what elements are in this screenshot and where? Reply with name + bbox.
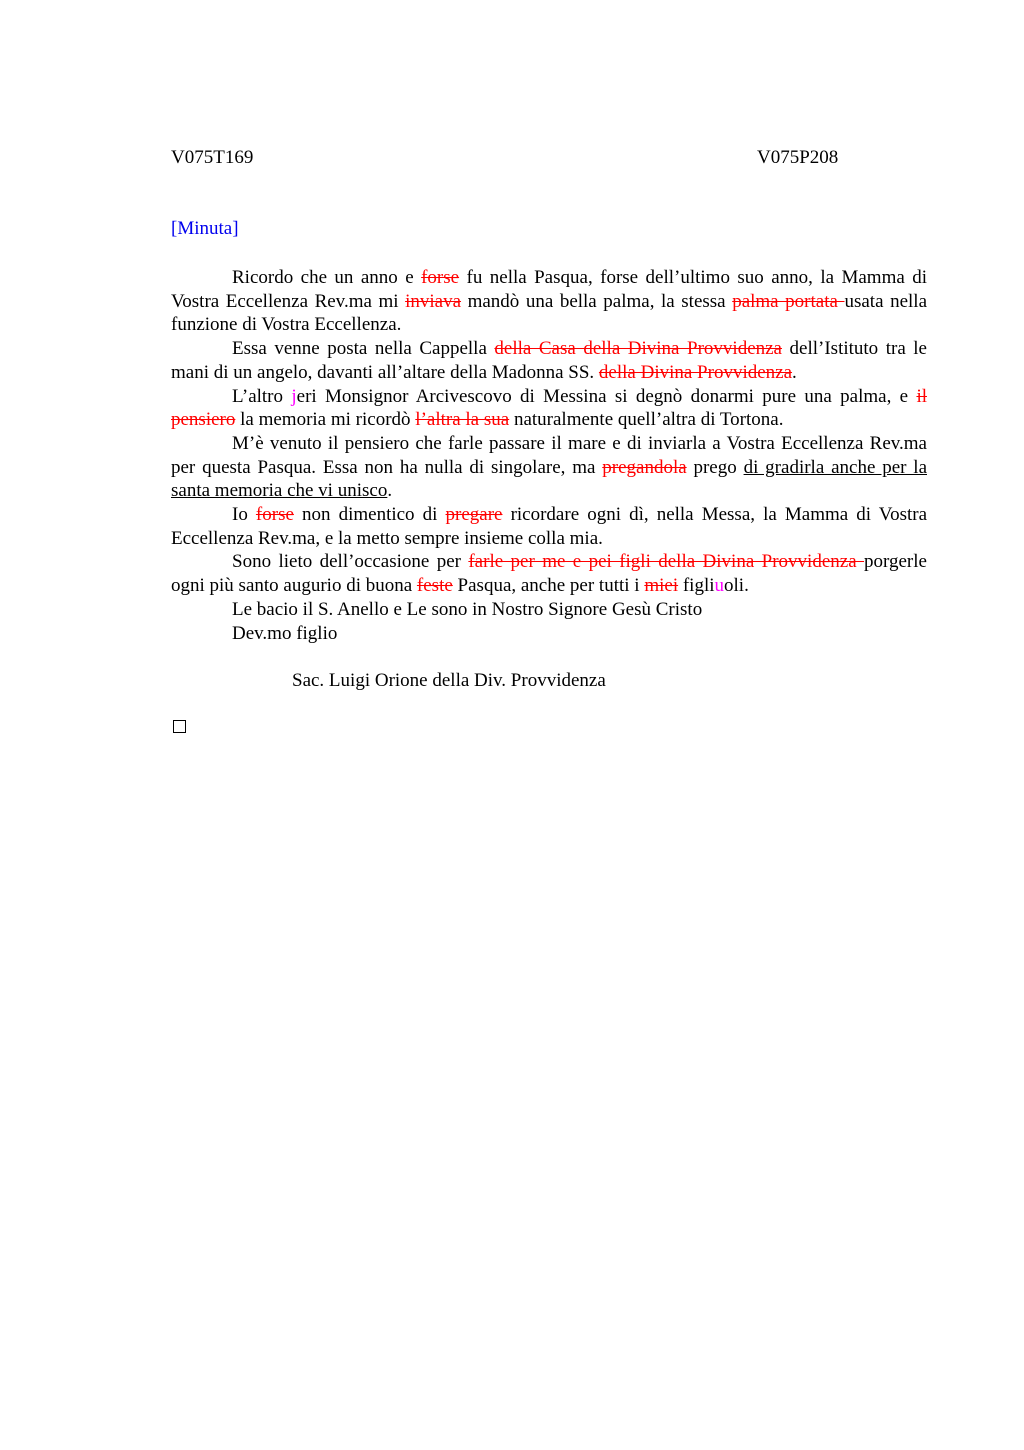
text-run: Ricordo che un anno e (232, 267, 422, 288)
text-run: Sono lieto dell’occasione per (232, 551, 469, 573)
deleted-text: pregare (445, 504, 503, 526)
text-run: fu nella Pasqua, forse dell’ultimo suo anno, la Mamma di Vostra Eccellenza Rev.ma mi (171, 267, 927, 312)
inserted-text: u (714, 575, 725, 597)
underlined-text: di gradirla anche per la santa memoria che vi unisco (171, 456, 927, 502)
text-run: L’altro (232, 385, 292, 407)
paragraph-1 (171, 266, 927, 337)
deleted-text: l’altra la sua (415, 409, 510, 431)
text-run: naturalmente quell’altra di Tortona. (509, 409, 784, 431)
deleted-text: inviava (405, 290, 462, 312)
deleted-text: forse (255, 504, 294, 526)
text-run: eri Monsignor Arcivescovo di Messina si degnò donarmi pure una palma, e (296, 385, 917, 407)
deleted-text: miei (644, 575, 679, 597)
letter-body (171, 266, 927, 645)
text-run: mandò una bella palma, la stessa (461, 290, 733, 312)
deleted-text: il pensiero (171, 385, 927, 431)
text-run: dell’Istituto tra le mani di un angelo, davanti all’altare della Madonna SS. (171, 338, 927, 383)
text-run: . (792, 361, 797, 383)
text-run: prego (686, 456, 744, 478)
text-run: figli (678, 575, 715, 597)
paragraph-8 (171, 622, 927, 646)
deleted-text: della Divina Provvidenza (598, 361, 793, 383)
paragraph-3 (171, 385, 927, 432)
text-run: Io (232, 504, 256, 526)
signature: Sac. Luigi Orione della Div. Provvidenza (292, 670, 606, 691)
deleted-text: palma portata (732, 290, 845, 312)
text-run: non dimentico di (293, 504, 446, 526)
text-run: la memoria mi ricordò (235, 409, 416, 431)
text-run: ricordare ogni dì, nella Messa, la Mamma di Vostra Eccellenza Rev.ma, e la metto sempre insieme colla mia. (171, 504, 928, 549)
deleted-text: della Casa della Divina Provvidenza (494, 338, 782, 360)
text-run: M’è venuto il pensiero che farle passare il mare e di inviarla a Vostra Eccellenza Rev.ma per questa Pasqua. Essa non ha nulla di singolare, ma (171, 432, 927, 478)
end-marker-box (173, 720, 186, 733)
closing-salutation: Dev.mo figlio (232, 622, 338, 644)
paragraph-6 (171, 550, 927, 597)
document-code-right: V075P208 (757, 147, 839, 168)
text-run: . (387, 480, 393, 502)
paragraph-7 (171, 598, 927, 622)
text-run: Pasqua, anche per tutti i (452, 575, 645, 597)
inserted-text: j (291, 385, 297, 407)
paragraph-4 (171, 432, 927, 503)
paragraph-5 (171, 503, 927, 550)
minuta-label: [Minuta] (171, 218, 239, 239)
text-run: Le bacio il S. Anello e Le sono in Nostro Signore Gesù Cristo (232, 598, 703, 620)
text-run: porgerle ogni più santo augurio di buona (171, 551, 927, 597)
text-run: oli. (724, 575, 749, 597)
text-run: Essa venne posta nella Cappella (232, 338, 495, 360)
document-code-left: V075T169 (171, 147, 254, 168)
paragraph-2 (171, 337, 927, 384)
deleted-text: feste (416, 575, 453, 597)
text-run: usata nella funzione di Vostra Eccellenza. (171, 290, 928, 336)
deleted-text: pregandola (602, 456, 687, 478)
deleted-text: forse (421, 267, 460, 288)
deleted-text: farle per me e pei figli della Divina Provvidenza (468, 551, 865, 573)
